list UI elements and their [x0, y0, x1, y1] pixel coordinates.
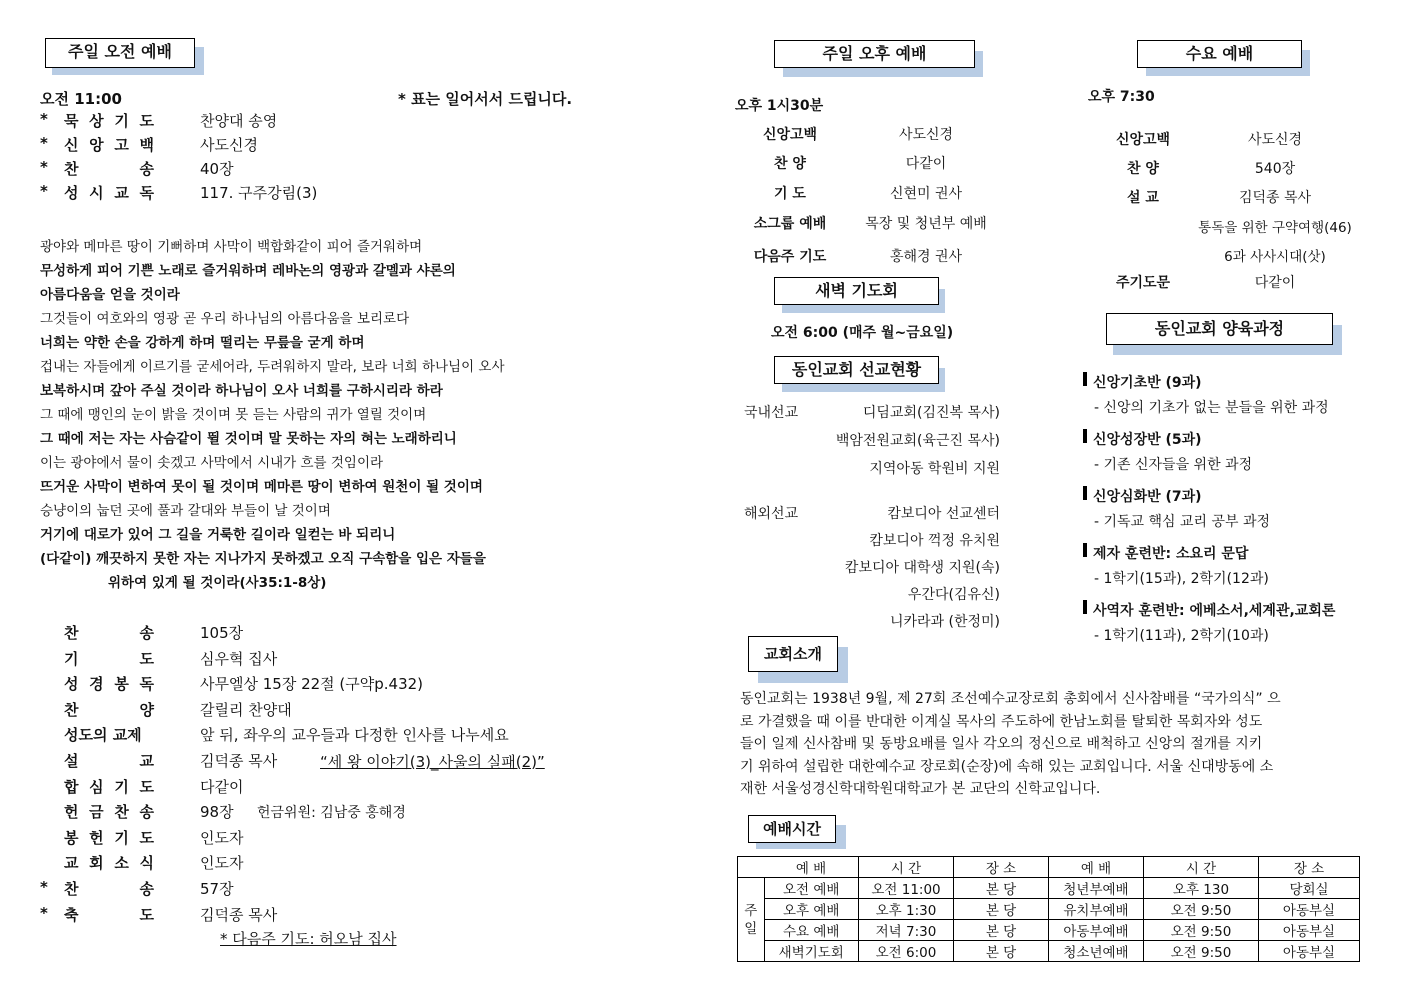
- afternoon-service-title: 주일 오후 예배: [774, 40, 975, 68]
- next-prayer: * 다음주 기도: 허오남 집사: [220, 930, 397, 948]
- order-label-char: 기: [114, 828, 129, 847]
- bullet-bar: [1083, 600, 1087, 614]
- afternoon-value: 사도신경: [898, 127, 954, 143]
- training-desc: - 신앙의 기초가 없는 분들을 위한 과정: [1094, 400, 1329, 416]
- schedule-cell: 청년부예배: [1049, 878, 1144, 899]
- schedule-cell: 저녁 7:30: [859, 920, 954, 941]
- order-label-char: 찬: [64, 880, 79, 898]
- order-label-char: 도: [139, 828, 154, 847]
- mission-title: 동인교회 선교현황: [774, 356, 939, 384]
- domestic-mission: 지역아동 학원비 지원: [869, 461, 1000, 477]
- wednesday-label: 신앙고백: [1115, 132, 1171, 148]
- order-label-char: 송: [139, 880, 154, 898]
- schedule-cell: 수요 예배: [764, 920, 859, 941]
- reading-line: 뜨거운 사막이 변하여 못이 될 것이며 메마른 땅이 변하여 원천이 될 것이며: [40, 479, 483, 495]
- order-label-char: 도: [139, 777, 154, 796]
- schedule-cell: 오후 130: [1144, 878, 1259, 899]
- order-value: 찬양대 송영: [200, 112, 278, 130]
- order-label: [64, 110, 154, 131]
- reading-line: 그것들이 여호와의 영광 곧 우리 하나님의 아름다움을 보리로다: [40, 311, 410, 327]
- order-label-char: 교: [64, 854, 79, 873]
- bullet-bar: [1083, 372, 1087, 386]
- reading-line: 위하여 있게 될 것이라(사35:1-8상): [108, 575, 327, 591]
- reading-line: 아름다움을 얻을 것이라: [40, 287, 180, 303]
- order-label: [64, 158, 154, 179]
- schedule-header: 시 간: [859, 857, 954, 878]
- sermon-title: “세 왕 이야기(3)_사울의 실패(2)”: [320, 753, 545, 771]
- reading-line: 이는 광야에서 물이 솟겠고 사막에서 시내가 흐를 것임이라: [40, 455, 384, 471]
- order-label-char: 소: [114, 854, 129, 873]
- order-label-char: 기: [64, 649, 79, 668]
- order-label-char: 도: [139, 905, 154, 924]
- order-label-char: 헌: [64, 803, 79, 822]
- order-value: 앞 뒤, 좌우의 교우들과 다정한 인사를 나누세요: [200, 726, 509, 745]
- schedule-side-label: 주일: [738, 878, 765, 962]
- morning-time: 오전 11:00: [40, 90, 122, 108]
- order-label-char: 독: [139, 675, 154, 694]
- afternoon-label: 찬 양: [774, 156, 806, 172]
- schedule-cell: 오후 1:30: [859, 899, 954, 920]
- order-label: [64, 182, 154, 203]
- order-label-char: 찬: [64, 160, 79, 178]
- schedule-cell: 본 당: [954, 878, 1049, 899]
- reading-line: 너희는 약한 손을 강하게 하며 떨리는 무릎을 굳게 하며: [40, 335, 365, 351]
- dawn-prayer-title: 새벽 기도회: [774, 277, 939, 305]
- order-label-char: 봉: [64, 828, 79, 847]
- order-label: [64, 648, 154, 669]
- schedule-cell: 오후 예배: [764, 899, 859, 920]
- bullet-bar: [1083, 486, 1087, 500]
- training-desc: - 1학기(11과), 2학기(10과): [1094, 628, 1269, 644]
- order-star: *: [40, 134, 48, 152]
- schedule-row: [738, 920, 1360, 941]
- order-label-char: 송: [139, 803, 154, 822]
- training-name: 사역자 훈련반: 에베소서,세계관,교회론: [1093, 603, 1336, 619]
- order-label-char: 헌: [89, 828, 104, 847]
- order-label-char: 백: [139, 136, 154, 154]
- order-value: 김덕종 목사: [200, 752, 278, 770]
- schedule-cell: 오전 9:50: [1144, 920, 1259, 941]
- order-label: [64, 622, 154, 643]
- schedule-header: 장 소: [1259, 857, 1360, 878]
- domestic-label: 국내선교: [744, 405, 799, 421]
- order-label: [64, 904, 154, 925]
- order-label-char: 독: [139, 184, 154, 202]
- reading-line: 그 때에 맹인의 눈이 밝을 것이며 못 듣는 사람의 귀가 열릴 것이며: [40, 407, 427, 423]
- order-label-char: 양: [139, 700, 154, 719]
- order-label-char: 합: [64, 777, 79, 796]
- order-value: 심우혁 집사: [200, 649, 278, 668]
- afternoon-label: 신앙고백: [762, 127, 818, 143]
- schedule-cell: 오전 9:50: [1144, 941, 1259, 962]
- order-label-char: 성: [64, 184, 79, 202]
- order-label: [64, 750, 154, 771]
- overseas-label: 해외선교: [744, 506, 799, 522]
- training-desc: - 기독교 핵심 교리 공부 과정: [1094, 514, 1271, 530]
- order-label: [64, 878, 154, 899]
- morning-service-title: 주일 오전 예배: [45, 38, 195, 68]
- order-value: 갈릴리 찬양대: [200, 700, 292, 719]
- wednesday-service-title: 수요 예배: [1137, 40, 1302, 68]
- training-desc: - 1학기(15과), 2학기(12과): [1094, 571, 1269, 587]
- domestic-mission: 백암전원교회(육근진 목사): [835, 433, 1000, 449]
- intro-title: 교회소개: [748, 636, 838, 672]
- order-label: 성도의 교제: [64, 726, 142, 745]
- schedule-cell: 아동부예배: [1049, 920, 1144, 941]
- order-label: [64, 801, 154, 822]
- order-label-char: 찬: [114, 803, 129, 822]
- bullet-bar: [1083, 543, 1087, 557]
- wednesday-sermon-line: 통독을 위한 구약여행(46): [1198, 220, 1352, 236]
- schedule-row: [738, 941, 1360, 962]
- schedule-cell: 오전 9:50: [1144, 899, 1259, 920]
- order-label-char: 금: [89, 803, 104, 822]
- order-label-char: 묵: [64, 112, 79, 130]
- overseas-mission: 캄보디아 선교센터: [887, 506, 1000, 522]
- order-label: [64, 134, 154, 155]
- order-label-char: 교: [139, 752, 154, 770]
- schedule-cell: 본 당: [954, 920, 1049, 941]
- order-label-char: 도: [139, 112, 154, 130]
- wednesday-label: 찬 양: [1127, 161, 1159, 177]
- afternoon-value: 신현미 권사: [889, 186, 963, 202]
- schedule-cell: 새벽기도회: [764, 941, 859, 962]
- schedule-header: 시 간: [1144, 857, 1259, 878]
- offering-note: 헌금위원: 김남중 홍해경: [257, 805, 406, 821]
- intro-line: 동인교회는 1938년 9월, 제 27회 조선예수교장로회 총회에서 신사참배를 “국가의식” 으: [740, 691, 1281, 707]
- bullet-bar: [1083, 429, 1087, 443]
- schedule-cell: 아동부실: [1259, 941, 1360, 962]
- overseas-mission: 캄보디아 대학생 지원(속): [844, 560, 1000, 576]
- order-label-char: 고: [114, 136, 129, 154]
- order-label-char: 찬: [64, 700, 79, 719]
- order-label-char: 식: [139, 854, 154, 873]
- order-value: 사도신경: [200, 136, 258, 154]
- afternoon-label: 기 도: [774, 186, 806, 202]
- schedule-title: 예배시간: [748, 815, 836, 843]
- order-value: 57장: [200, 880, 234, 898]
- order-value: 김덕종 목사: [200, 905, 278, 924]
- wednesday-label: 설 교: [1127, 190, 1159, 206]
- schedule-cell: 오전 6:00: [859, 941, 954, 962]
- dawn-time: 오전 6:00 (매주 월~금요일): [771, 325, 954, 341]
- afternoon-label: 소그룹 예배: [753, 216, 827, 232]
- training-desc: - 기존 신자들을 위한 과정: [1094, 457, 1253, 473]
- schedule-header: 예 배: [1049, 857, 1144, 878]
- order-label-char: 경: [89, 675, 104, 694]
- wednesday-label: 주기도문: [1115, 275, 1171, 291]
- order-label: [64, 673, 154, 694]
- afternoon-value: 다같이: [905, 156, 947, 172]
- order-value: 인도자: [200, 828, 244, 847]
- order-label-char: 시: [89, 184, 104, 202]
- training-name: 신앙성장반 (5과): [1093, 432, 1202, 448]
- order-label-char: 송: [139, 624, 154, 642]
- order-label: [64, 699, 154, 720]
- schedule-row: [738, 899, 1360, 920]
- afternoon-time: 오후 1시30분: [735, 98, 824, 114]
- wednesday-sermon-line: 6과 사사시대(삿): [1224, 249, 1326, 265]
- order-label-char: 성: [64, 675, 79, 694]
- order-value: 인도자: [200, 854, 244, 873]
- schedule-cell: 청소년예배: [1049, 941, 1144, 962]
- order-value: 40장: [200, 160, 234, 178]
- schedule-cell: 아동부실: [1259, 920, 1360, 941]
- order-label-char: 기: [114, 112, 129, 130]
- wednesday-value: 김덕종 목사: [1238, 190, 1312, 206]
- order-label: [64, 852, 154, 873]
- domestic-mission: 디딤교회(김진복 목사): [862, 405, 1000, 421]
- order-label-char: 도: [139, 649, 154, 668]
- reading-line: 광야와 메마른 땅이 기뻐하며 사막이 백합화같이 피어 즐거워하며: [40, 239, 423, 255]
- training-title: 동인교회 양육과정: [1106, 313, 1333, 345]
- schedule-cell: 오전 예배: [764, 878, 859, 899]
- intro-line: 기 위하여 설립한 대한예수교 장로회(순장)에 속해 있는 교회입니다. 서울 신대방동에 소: [740, 758, 1274, 775]
- order-value: 사무엘상 15장 22절 (구약p.432): [200, 675, 424, 694]
- order-star: *: [40, 182, 48, 200]
- reading-line: 보복하시며 갚아 주실 것이라 하나님이 오사 너희를 구하시리라 하라: [40, 383, 443, 399]
- reading-line: 거기에 대로가 있어 그 길을 거룩한 길이라 일컫는 바 되리니: [40, 527, 396, 543]
- order-value: 117. 구주강림(3): [200, 184, 318, 202]
- reading-line: 무성하게 피어 기쁜 노래로 즐거워하며 레바논의 영광과 갈멜과 샤론의: [40, 263, 456, 279]
- schedule-cell: 본 당: [954, 899, 1049, 920]
- order-label: [64, 776, 154, 797]
- reading-line: 그 때에 저는 자는 사슴같이 뛸 것이며 말 못하는 자의 혀는 노래하리니: [40, 431, 457, 447]
- order-value: 98장: [200, 803, 234, 822]
- order-value: 다같이: [200, 777, 244, 796]
- training-name: 신앙심화반 (7과): [1093, 489, 1202, 505]
- reading-line: 겁내는 자들에게 이르기를 굳세어라, 두려워하지 말라, 보라 너희 하나님이 오사: [40, 359, 505, 375]
- wednesday-time: 오후 7:30: [1088, 89, 1155, 105]
- order-value: 105장: [200, 624, 244, 642]
- order-label-char: 기: [114, 777, 129, 796]
- schedule-header: 예 배: [764, 857, 859, 878]
- order-star: *: [40, 903, 48, 922]
- intro-line: 들이 일제 신사참배 및 동방요배를 일사 각오의 정신으로 배척하고 신앙의 절개를 지키: [740, 736, 1263, 752]
- order-label-char: 찬: [64, 624, 79, 642]
- schedule-table: [737, 856, 1360, 962]
- order-star: *: [40, 878, 48, 896]
- overseas-mission: 우간다(김유신): [907, 587, 1000, 603]
- overseas-mission: 니카라과 (한정미): [889, 614, 1000, 630]
- schedule-cell: 본 당: [954, 941, 1049, 962]
- schedule-row: [738, 878, 1360, 899]
- order-label-char: 축: [64, 905, 79, 924]
- order-label-char: 봉: [114, 675, 129, 694]
- schedule-header: 장 소: [954, 857, 1049, 878]
- afternoon-label: 다음주 기도: [753, 249, 827, 265]
- schedule-side-head: [738, 857, 765, 878]
- schedule-cell: 당회실: [1259, 878, 1360, 899]
- order-label-char: 교: [114, 184, 129, 202]
- order-label: [64, 827, 154, 848]
- order-label-char: 심: [89, 777, 104, 796]
- training-name: 신앙기초반 (9과): [1093, 375, 1202, 391]
- afternoon-value: 목장 및 청년부 예배: [865, 216, 987, 232]
- order-label-char: 설: [64, 752, 79, 770]
- schedule-cell: 오전 11:00: [859, 878, 954, 899]
- afternoon-value: 홍해경 권사: [889, 249, 963, 265]
- order-label-char: 회: [89, 854, 104, 873]
- reading-line: 승냥이의 눕던 곳에 풀과 갈대와 부들이 날 것이며: [40, 503, 331, 519]
- order-label-char: 앙: [89, 136, 104, 154]
- schedule-cell: 유치부예배: [1049, 899, 1144, 920]
- order-star: *: [40, 110, 48, 128]
- wednesday-value: 540장: [1254, 161, 1296, 177]
- wednesday-value: 다같이: [1254, 275, 1296, 291]
- intro-line: 로 가결했을 때 이를 반대한 이계실 목사의 주도하에 한남노회를 탈퇴한 목회자와 성도: [740, 713, 1263, 730]
- reading-line: (다같이) 깨끗하지 못한 자는 지나가지 못하겠고 오직 구속함을 입은 자들을: [40, 551, 486, 567]
- order-label-char: 신: [64, 136, 79, 154]
- intro-line: 재한 서울성경신학대학원대학교가 본 교단의 신학교입니다.: [740, 781, 1101, 797]
- overseas-mission: 캄보디아 꺽정 유치원: [869, 533, 1000, 549]
- order-label-char: 송: [139, 160, 154, 178]
- standing-note: * 표는 일어서서 드립니다.: [398, 90, 573, 108]
- training-name: 제자 훈련반: 소요리 문답: [1093, 546, 1249, 562]
- order-label-char: 상: [89, 112, 104, 130]
- order-star: *: [40, 158, 48, 176]
- schedule-cell: 아동부실: [1259, 899, 1360, 920]
- wednesday-value: 사도신경: [1247, 132, 1303, 148]
